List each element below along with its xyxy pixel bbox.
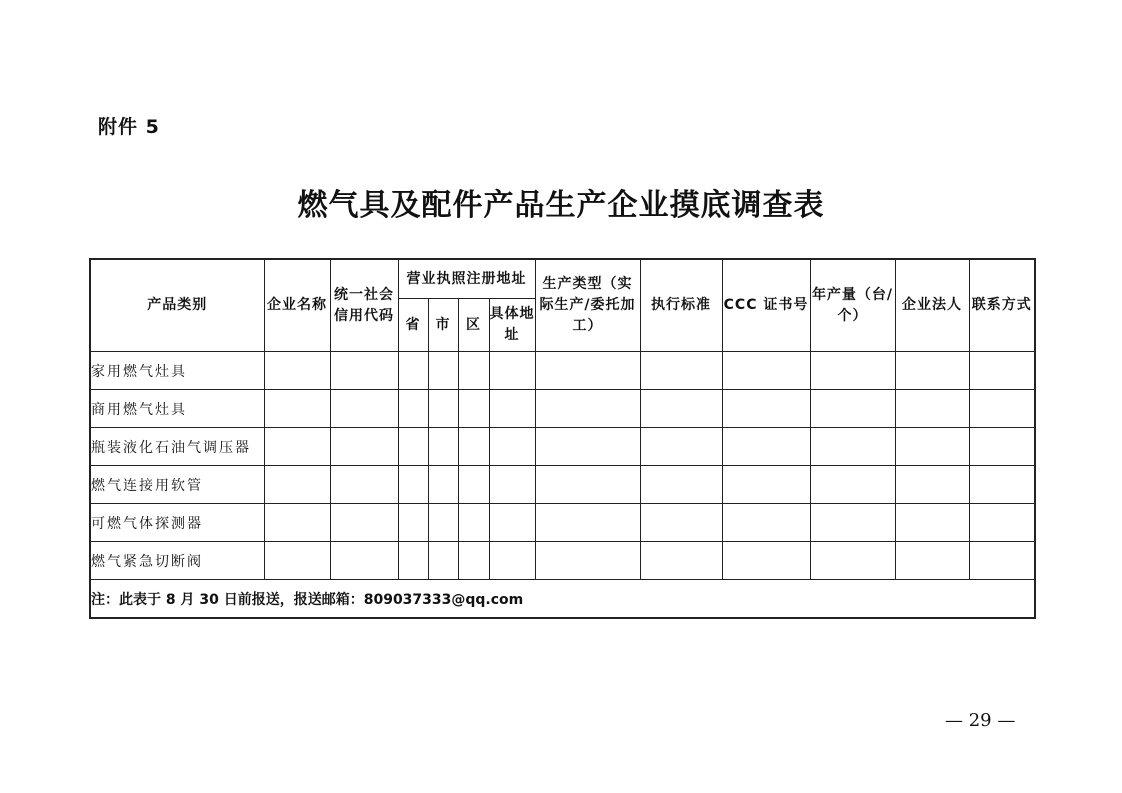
- blank-entry-cell[interactable]: [264, 428, 330, 466]
- blank-entry-cell[interactable]: [489, 542, 535, 580]
- blank-entry-cell[interactable]: [489, 428, 535, 466]
- blank-entry-cell[interactable]: [535, 390, 640, 428]
- blank-entry-cell[interactable]: [458, 428, 489, 466]
- blank-entry-cell[interactable]: [535, 352, 640, 390]
- blank-entry-cell[interactable]: [895, 504, 969, 542]
- header-company-name: 企业名称: [264, 259, 330, 352]
- blank-entry-cell[interactable]: [722, 542, 810, 580]
- blank-entry-cell[interactable]: [969, 390, 1035, 428]
- blank-entry-cell[interactable]: [810, 504, 895, 542]
- blank-entry-cell[interactable]: [458, 542, 489, 580]
- header-row-1: [90, 259, 1035, 299]
- header-legal-person: 企业法人: [895, 259, 969, 352]
- blank-entry-cell[interactable]: [810, 428, 895, 466]
- blank-entry-cell[interactable]: [895, 428, 969, 466]
- blank-entry-cell[interactable]: [428, 504, 458, 542]
- blank-entry-cell[interactable]: [330, 352, 398, 390]
- header-license-address: 营业执照注册地址: [398, 259, 535, 299]
- header-annual-output: 年产量（台/个）: [810, 259, 895, 352]
- blank-entry-cell[interactable]: [264, 390, 330, 428]
- blank-entry-cell[interactable]: [640, 390, 722, 428]
- blank-entry-cell[interactable]: [535, 504, 640, 542]
- blank-entry-cell[interactable]: [428, 352, 458, 390]
- blank-entry-cell[interactable]: [458, 466, 489, 504]
- blank-entry-cell[interactable]: [640, 428, 722, 466]
- blank-entry-cell[interactable]: [330, 542, 398, 580]
- header-production-type: 生产类型（实际生产/委托加工）: [535, 259, 640, 352]
- attachment-label: 附件 5: [98, 116, 160, 138]
- blank-entry-cell[interactable]: [722, 428, 810, 466]
- blank-entry-cell[interactable]: [489, 504, 535, 542]
- blank-entry-cell[interactable]: [969, 504, 1035, 542]
- blank-entry-cell[interactable]: [895, 390, 969, 428]
- blank-entry-cell[interactable]: [428, 542, 458, 580]
- blank-entry-cell[interactable]: [895, 352, 969, 390]
- table-row: [90, 390, 1035, 428]
- product-category-cell: 燃气连接用软管: [90, 466, 264, 504]
- blank-entry-cell[interactable]: [810, 352, 895, 390]
- page-number: — 29 —: [945, 710, 1016, 731]
- blank-entry-cell[interactable]: [969, 466, 1035, 504]
- blank-entry-cell[interactable]: [330, 466, 398, 504]
- header-ccc: CCC 证书号: [722, 259, 810, 352]
- blank-entry-cell[interactable]: [428, 390, 458, 428]
- blank-entry-cell[interactable]: [458, 352, 489, 390]
- blank-entry-cell[interactable]: [535, 466, 640, 504]
- blank-entry-cell[interactable]: [398, 466, 428, 504]
- header-city: 市: [428, 299, 458, 352]
- blank-entry-cell[interactable]: [330, 390, 398, 428]
- blank-entry-cell[interactable]: [535, 542, 640, 580]
- blank-entry-cell[interactable]: [640, 466, 722, 504]
- product-category-cell: 瓶装液化石油气调压器: [90, 428, 264, 466]
- blank-entry-cell[interactable]: [428, 466, 458, 504]
- blank-entry-cell[interactable]: [398, 352, 428, 390]
- blank-entry-cell[interactable]: [330, 504, 398, 542]
- header-product-category: 产品类别: [90, 259, 264, 352]
- blank-entry-cell[interactable]: [489, 390, 535, 428]
- blank-entry-cell[interactable]: [810, 466, 895, 504]
- table-row: [90, 542, 1035, 580]
- blank-entry-cell[interactable]: [264, 542, 330, 580]
- product-category-cell: 可燃气体探测器: [90, 504, 264, 542]
- blank-entry-cell[interactable]: [330, 428, 398, 466]
- table-note: 注：此表于 8 月 30 日前报送，报送邮箱：809037333@qq.com: [90, 580, 1035, 619]
- blank-entry-cell[interactable]: [722, 466, 810, 504]
- blank-entry-cell[interactable]: [969, 542, 1035, 580]
- blank-entry-cell[interactable]: [895, 466, 969, 504]
- blank-entry-cell[interactable]: [458, 390, 489, 428]
- blank-entry-cell[interactable]: [489, 352, 535, 390]
- blank-entry-cell[interactable]: [640, 542, 722, 580]
- table-row: [90, 428, 1035, 466]
- table-row: [90, 466, 1035, 504]
- blank-entry-cell[interactable]: [398, 542, 428, 580]
- product-category-cell: 商用燃气灶具: [90, 390, 264, 428]
- header-detail-address: 具体地址: [489, 299, 535, 352]
- header-province: 省: [398, 299, 428, 352]
- table-row: [90, 504, 1035, 542]
- blank-entry-cell[interactable]: [640, 352, 722, 390]
- blank-entry-cell[interactable]: [895, 542, 969, 580]
- blank-entry-cell[interactable]: [264, 352, 330, 390]
- blank-entry-cell[interactable]: [398, 390, 428, 428]
- blank-entry-cell[interactable]: [535, 428, 640, 466]
- product-category-cell: 燃气紧急切断阀: [90, 542, 264, 580]
- blank-entry-cell[interactable]: [810, 390, 895, 428]
- blank-entry-cell[interactable]: [489, 466, 535, 504]
- document-title: 燃气具及配件产品生产企业摸底调查表: [297, 188, 825, 223]
- header-district: 区: [458, 299, 489, 352]
- blank-entry-cell[interactable]: [640, 504, 722, 542]
- blank-entry-cell[interactable]: [458, 504, 489, 542]
- note-row: [90, 580, 1035, 619]
- survey-table: [89, 258, 1036, 619]
- product-category-cell: 家用燃气灶具: [90, 352, 264, 390]
- blank-entry-cell[interactable]: [722, 352, 810, 390]
- table-row: [90, 352, 1035, 390]
- blank-entry-cell[interactable]: [810, 542, 895, 580]
- blank-entry-cell[interactable]: [398, 428, 428, 466]
- table-body: [90, 352, 1035, 580]
- blank-entry-cell[interactable]: [969, 352, 1035, 390]
- blank-entry-cell[interactable]: [264, 466, 330, 504]
- blank-entry-cell[interactable]: [264, 504, 330, 542]
- blank-entry-cell[interactable]: [969, 428, 1035, 466]
- header-credit-code: 统一社会信用代码: [330, 259, 398, 352]
- header-standard: 执行标准: [640, 259, 722, 352]
- blank-entry-cell[interactable]: [428, 428, 458, 466]
- blank-entry-cell[interactable]: [398, 504, 428, 542]
- blank-entry-cell[interactable]: [722, 390, 810, 428]
- blank-entry-cell[interactable]: [722, 504, 810, 542]
- header-contact: 联系方式: [969, 259, 1035, 352]
